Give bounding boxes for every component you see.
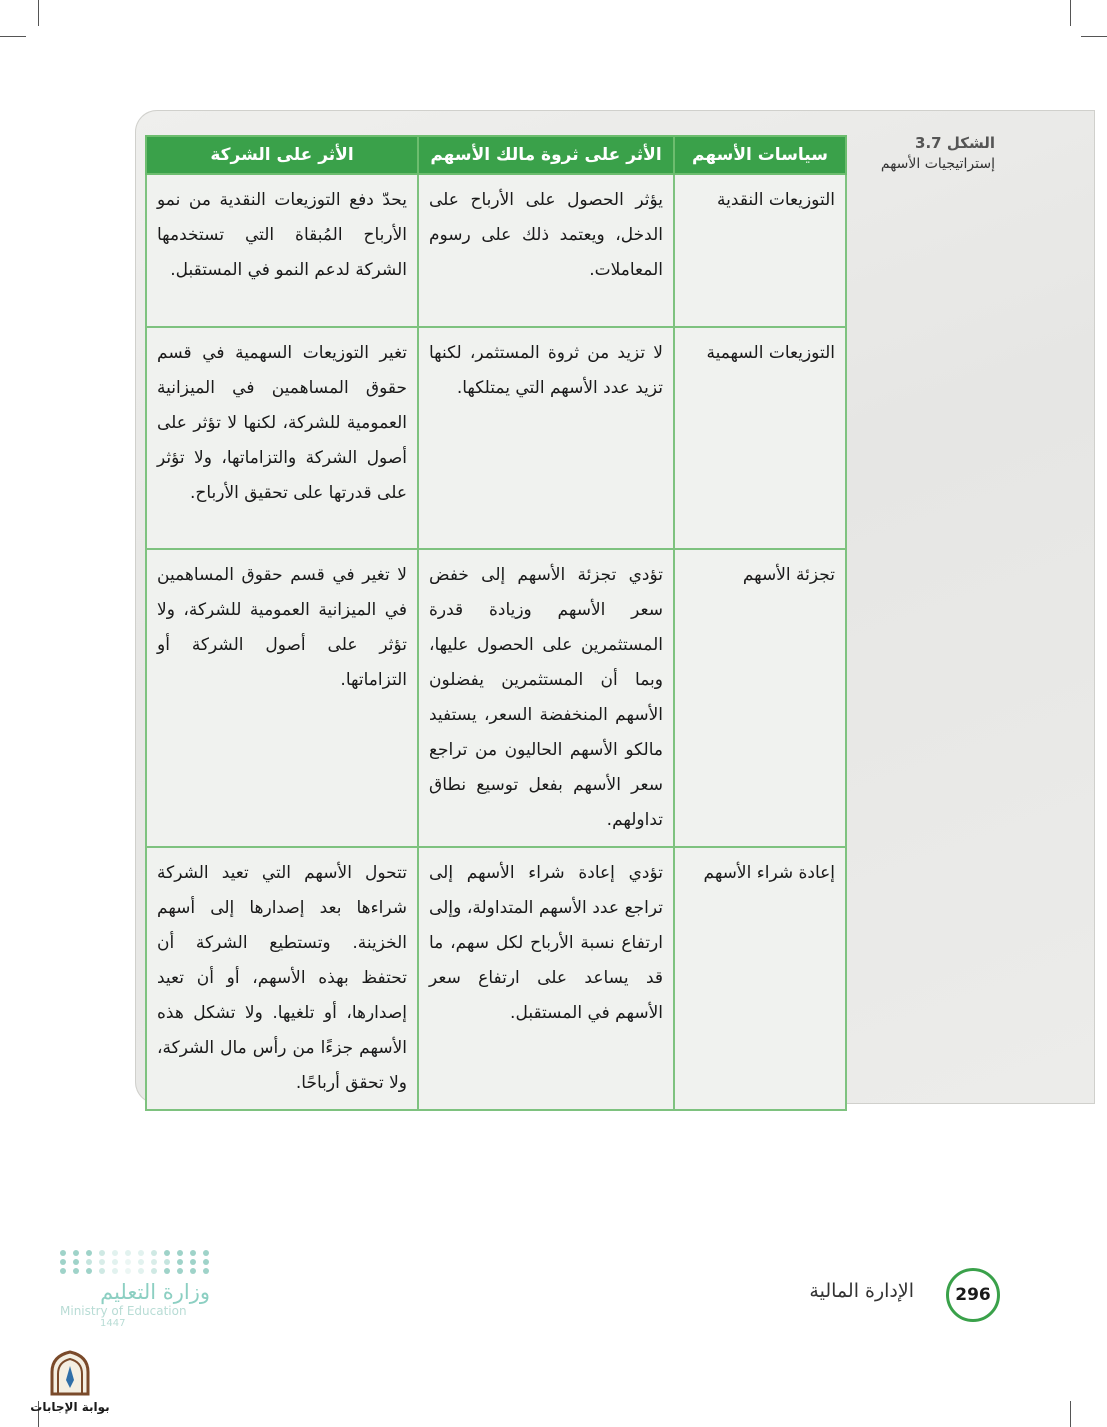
table-row <box>146 327 846 549</box>
policy-cell: إعادة شراء الأسهم <box>674 847 846 1110</box>
figure-caption <box>855 134 995 172</box>
owner-effect-cell: تؤدي تجزئة الأسهم إلى خفض سعر الأسهم وزيادة قدرة المستثمرين على الحصول عليها، وبما أن المستثمرين يفضلون الأسهم المنخفضة السعر، يستفيد مالكو الأسهم الحاليون من تراجع سعر الأسهم بفعل توسيع نطاق تداولهم. <box>418 549 674 847</box>
company-effect-cell: تغير التوزيعات السهمية في قسم حقوق المساهمين في الميزانية العمومية للشركة، لكنها لا تؤثر على أصول الشركة والتزاماتها، ولا تؤثر على قدرتها على تحقيق الأرباح. <box>146 327 418 549</box>
owner-effect-cell: تؤدي إعادة شراء الأسهم إلى تراجع عدد الأسهم المتداولة، وإلى ارتفاع نسبة الأرباح لكل سهم، ما قد يساعد على ارتفاع سعر الأسهم في المستقبل. <box>418 847 674 1110</box>
page-number: 296 <box>946 1268 1000 1322</box>
header-company-effect: الأثر على الشركة <box>146 136 418 174</box>
figure-title: إستراتيجيات الأسهم <box>880 156 995 172</box>
figure-number: الشكل 3.7 <box>915 134 995 152</box>
table-row <box>146 174 846 327</box>
crop-mark <box>0 36 26 37</box>
owner-effect-cell: يؤثر الحصول على الأرباح على الدخل، ويعتمد ذلك على رسوم المعاملات. <box>418 174 674 327</box>
table-header-row <box>146 136 846 174</box>
answers-portal-watermark <box>30 1350 110 1414</box>
ministry-logo <box>60 1250 210 1329</box>
stock-strategies-table <box>145 135 847 1111</box>
crop-mark <box>1070 0 1071 26</box>
header-owner-effect: الأثر على ثروة مالك الأسهم <box>418 136 674 174</box>
portal-dome-icon <box>48 1350 92 1396</box>
table-row <box>146 847 846 1110</box>
header-policy: سياسات الأسهم <box>674 136 846 174</box>
policy-cell: التوزيعات النقدية <box>674 174 846 327</box>
policy-cell: التوزيعات السهمية <box>674 327 846 549</box>
company-effect-cell: لا تغير في قسم حقوق المساهمين في الميزانية العمومية للشركة، ولا تؤثر على أصول الشركة أو التزاماتها. <box>146 549 418 847</box>
owner-effect-cell: لا تزيد من ثروة المستثمر، لكنها تزيد عدد الأسهم التي يمتلكها. <box>418 327 674 549</box>
table-row <box>146 549 846 847</box>
ministry-name-ar: وزارة التعليم <box>100 1280 210 1304</box>
crop-mark <box>1081 36 1107 37</box>
company-effect-cell: تتحول الأسهم التي تعيد الشركة شراءها بعد إصدارها إلى أسهم الخزينة. وتستطيع الشركة أن تحتفظ بهذه الأسهم، أو أن تعيد إصدارها، أو تلغيها. ولا تشكل هذه الأسهم جزءًا من رأس مال الشركة، ولا تحقق أرباحًا. <box>146 847 418 1110</box>
ministry-year: 1447 <box>100 1318 126 1329</box>
portal-label: بوابة الإجابات <box>30 1400 110 1414</box>
ministry-dots-icon <box>60 1250 210 1274</box>
ministry-name-en: Ministry of Education <box>60 1304 187 1318</box>
crop-mark <box>1070 1401 1071 1427</box>
book-title: الإدارة المالية <box>809 1280 914 1302</box>
company-effect-cell: يحدّ دفع التوزيعات النقدية من نمو الأرباح المُبقاة التي تستخدمها الشركة لدعم النمو في المستقبل. <box>146 174 418 327</box>
policy-cell: تجزئة الأسهم <box>674 549 846 847</box>
crop-mark <box>38 0 39 26</box>
